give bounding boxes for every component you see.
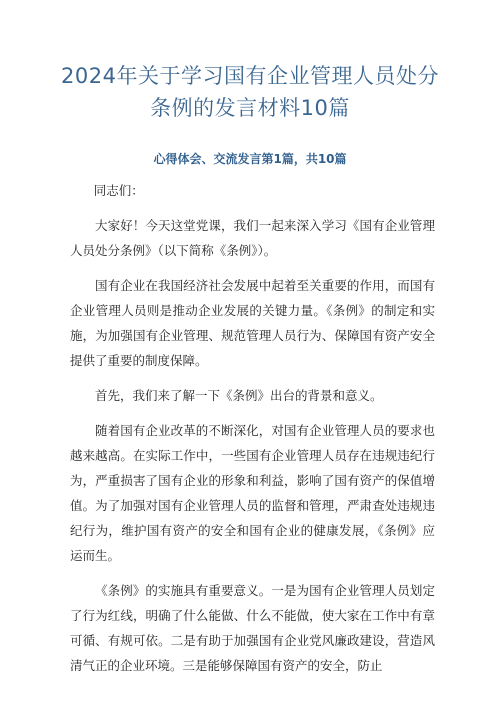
paragraph: 国有企业在我国经济社会发展中起着至关重要的作用，而国有企业管理人员则是推动企业发展的关键力量。《条例》的制定和实施，为加强国有企业管理、规范管理人员行为、保障国有资产安全提供了重要的制度保障。: [70, 278, 435, 368]
document-subtitle: 心得体会、交流发言第1篇，共10篇: [153, 152, 347, 166]
paragraph: 首先，我们来了解一下《条例》出台的背景和意义。: [95, 388, 383, 403]
greeting: 同志们：: [93, 183, 144, 198]
paragraph: 《条例》的实施具有重要意义。一是为国有企业管理人员划定了行为红线，明确了什么能做、什么不能做，使大家在工作中有章可循、有规可依。二是有助于加强国有企业党风廉政建设，营造风清气正的企业环境。三是能够保障国有资产的安全，防止: [70, 583, 435, 673]
document-body: [70, 178, 435, 688]
document-title: 2024年关于学习国有企业管理人员处分条例的发言材料10篇: [61, 64, 439, 120]
paragraph: 随着国有企业改革的不断深化，对国有企业管理人员的要求也越来越高。在实际工作中，一些国有企业管理人员存在违规违纪行为，严重损害了国有企业的形象和利益，影响了国有资产的保值增值。为了加强对国有企业管理人员的监督和管理，严肃查处违规违纪行为，维护国有资产的安全和国有企业的健康发展，《条例》应运而生。: [70, 423, 435, 563]
paragraph: 大家好！今天这堂党课，我们一起来深入学习《国有企业管理人员处分条例》（以下简称《条例》）。: [70, 218, 435, 258]
